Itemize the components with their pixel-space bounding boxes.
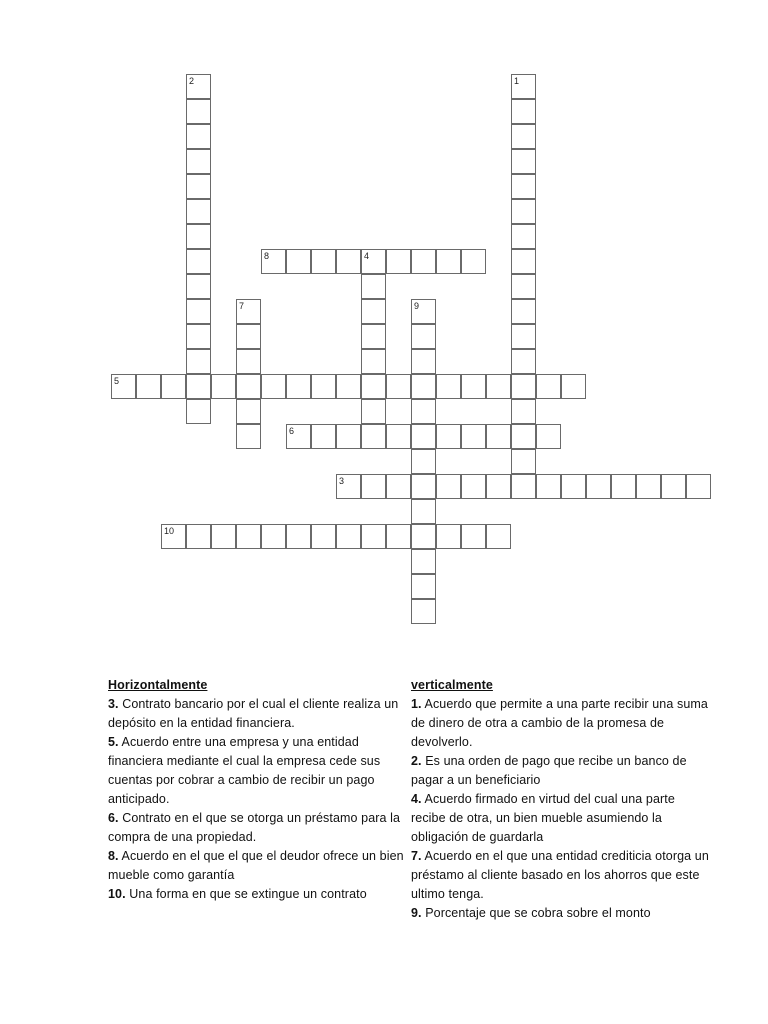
clue-text: Porcentaje que se cobra sobre el monto	[425, 906, 651, 920]
grid-cell[interactable]	[436, 249, 461, 274]
grid-cell[interactable]	[186, 274, 211, 299]
grid-cell[interactable]	[161, 524, 186, 549]
clue-text: Acuerdo firmado en virtud del cual una parte recibe de otra, un bien mueble asumiendo la obligación de guardarla	[411, 792, 675, 844]
grid-cell[interactable]	[336, 374, 361, 399]
clue-number: 6	[289, 426, 295, 436]
clue-number: 3	[339, 476, 345, 486]
grid-cell[interactable]	[461, 524, 486, 549]
grid-cell[interactable]	[536, 474, 561, 499]
grid-cell[interactable]	[186, 249, 211, 274]
grid-cell[interactable]	[536, 374, 561, 399]
grid-cell[interactable]	[361, 524, 386, 549]
down-clue	[411, 695, 709, 752]
grid-cell[interactable]	[511, 299, 536, 324]
grid-cell[interactable]	[411, 574, 436, 599]
grid-cell[interactable]	[261, 249, 286, 274]
clue-num: 4.	[411, 792, 422, 806]
grid-cell[interactable]	[636, 474, 661, 499]
grid-cell[interactable]	[511, 274, 536, 299]
clue-num: 7.	[411, 849, 422, 863]
clue-number: 7	[239, 301, 245, 311]
clue-text: Contrato bancario por el cual el cliente realiza un depósito en la entidad financiera.	[108, 697, 399, 730]
grid-cell[interactable]	[561, 374, 586, 399]
grid-cell[interactable]	[186, 99, 211, 124]
across-clue	[108, 733, 406, 809]
grid-cell[interactable]	[511, 374, 536, 399]
grid-cell[interactable]	[186, 74, 211, 99]
grid-cell[interactable]	[186, 324, 211, 349]
grid-cell[interactable]	[511, 474, 536, 499]
clue-text: Una forma en que se extingue un contrato	[129, 887, 367, 901]
grid-cell[interactable]	[561, 474, 586, 499]
grid-cell[interactable]	[436, 424, 461, 449]
grid-cell[interactable]	[511, 224, 536, 249]
grid-cell[interactable]	[311, 249, 336, 274]
grid-cell[interactable]	[236, 524, 261, 549]
clue-num: 5.	[108, 735, 119, 749]
grid-cell[interactable]	[286, 249, 311, 274]
grid-cell[interactable]	[211, 524, 236, 549]
across-clue	[108, 695, 406, 733]
grid-cell[interactable]	[486, 524, 511, 549]
grid-cell[interactable]	[411, 599, 436, 624]
grid-cell[interactable]	[361, 349, 386, 374]
grid-cell[interactable]	[211, 374, 236, 399]
grid-cell[interactable]	[411, 474, 436, 499]
grid-cell[interactable]	[361, 274, 386, 299]
grid-cell[interactable]	[111, 374, 136, 399]
grid-cell[interactable]	[186, 149, 211, 174]
across-clue-list	[108, 695, 406, 904]
grid-cell[interactable]	[361, 374, 386, 399]
down-clue-list	[411, 695, 709, 923]
grid-cell[interactable]	[436, 474, 461, 499]
grid-cell[interactable]	[386, 524, 411, 549]
grid-cell[interactable]	[186, 199, 211, 224]
clue-number: 4	[364, 251, 370, 261]
grid-cell[interactable]	[661, 474, 686, 499]
grid-cell[interactable]	[286, 374, 311, 399]
grid-cell[interactable]	[186, 374, 211, 399]
grid-cell[interactable]	[411, 324, 436, 349]
across-clues	[108, 676, 406, 904]
across-clue	[108, 885, 406, 904]
grid-cell[interactable]	[511, 149, 536, 174]
grid-cell[interactable]	[386, 249, 411, 274]
grid-cell[interactable]	[486, 474, 511, 499]
grid-cell[interactable]	[336, 424, 361, 449]
grid-cell[interactable]	[411, 299, 436, 324]
across-clue	[108, 809, 406, 847]
grid-cell[interactable]	[186, 399, 211, 424]
clue-num: 10.	[108, 887, 126, 901]
grid-cell[interactable]	[236, 374, 261, 399]
grid-cell[interactable]	[386, 424, 411, 449]
grid-cell[interactable]	[311, 374, 336, 399]
clue-number: 5	[114, 376, 120, 386]
grid-cell[interactable]	[186, 524, 211, 549]
grid-cell[interactable]	[411, 549, 436, 574]
grid-cell[interactable]	[411, 399, 436, 424]
grid-cell[interactable]	[361, 424, 386, 449]
clue-num: 3.	[108, 697, 119, 711]
grid-cell[interactable]	[586, 474, 611, 499]
grid-cell[interactable]	[611, 474, 636, 499]
down-clues	[411, 676, 709, 923]
grid-cell[interactable]	[136, 374, 161, 399]
grid-cell[interactable]	[386, 474, 411, 499]
grid-cell[interactable]	[236, 399, 261, 424]
grid-cell[interactable]	[411, 249, 436, 274]
grid-cell[interactable]	[186, 299, 211, 324]
across-heading: Horizontalmente	[108, 678, 208, 692]
clue-num: 2.	[411, 754, 422, 768]
grid-cell[interactable]	[686, 474, 711, 499]
down-clue	[411, 790, 709, 847]
grid-cell[interactable]	[186, 174, 211, 199]
grid-cell[interactable]	[511, 249, 536, 274]
grid-cell[interactable]	[511, 124, 536, 149]
grid-cell[interactable]	[511, 324, 536, 349]
grid-cell[interactable]	[361, 299, 386, 324]
clue-text: Contrato en el que se otorga un préstamo para la compra de una propiedad.	[108, 811, 401, 844]
grid-cell[interactable]	[461, 474, 486, 499]
grid-cell[interactable]	[411, 449, 436, 474]
clue-text: Acuerdo en el que el que el deudor ofrece un bien mueble como garantía	[108, 849, 404, 882]
grid-cell[interactable]	[511, 199, 536, 224]
grid-cell[interactable]	[361, 324, 386, 349]
grid-cell[interactable]	[236, 299, 261, 324]
grid-cell[interactable]	[311, 424, 336, 449]
grid-cell[interactable]	[436, 374, 461, 399]
down-clue	[411, 904, 709, 923]
grid-cell[interactable]	[286, 424, 311, 449]
grid-cell[interactable]	[511, 74, 536, 99]
grid-cell[interactable]	[486, 374, 511, 399]
grid-cell[interactable]	[511, 399, 536, 424]
clue-number: 10	[164, 526, 175, 536]
grid-cell[interactable]	[461, 374, 486, 399]
grid-cell[interactable]	[461, 249, 486, 274]
clue-number: 9	[414, 301, 420, 311]
clue-number: 1	[514, 76, 520, 86]
clue-text: Acuerdo que permite a una parte recibir una suma de dinero de otra a cambio de la promesa de devolverlo.	[411, 697, 708, 749]
across-clue	[108, 847, 406, 885]
grid-cell[interactable]	[511, 349, 536, 374]
grid-cell[interactable]	[261, 374, 286, 399]
grid-cell[interactable]	[236, 424, 261, 449]
clue-num: 1.	[411, 697, 422, 711]
grid-cell[interactable]	[511, 99, 536, 124]
grid-cell[interactable]	[186, 349, 211, 374]
grid-cell[interactable]	[236, 324, 261, 349]
clue-num: 6.	[108, 811, 119, 825]
grid-cell[interactable]	[361, 249, 386, 274]
down-clue	[411, 752, 709, 790]
clue-number: 8	[264, 251, 270, 261]
grid-cell[interactable]	[361, 474, 386, 499]
grid-cell[interactable]	[311, 524, 336, 549]
grid-cell[interactable]	[386, 374, 411, 399]
down-clue	[411, 847, 709, 904]
down-heading: verticalmente	[411, 678, 493, 692]
grid-cell[interactable]	[411, 499, 436, 524]
clue-text: Acuerdo en el que una entidad crediticia otorga un préstamo al cliente basado en los ahorros que este ultimo tenga.	[411, 849, 709, 901]
clue-text: Es una orden de pago que recibe un banco de pagar a un beneficiario	[411, 754, 687, 787]
grid-cell[interactable]	[511, 174, 536, 199]
grid-cell[interactable]	[261, 524, 286, 549]
grid-cell[interactable]	[411, 424, 436, 449]
grid-cell[interactable]	[161, 374, 186, 399]
grid-cell[interactable]	[511, 424, 536, 449]
grid-cell[interactable]	[336, 249, 361, 274]
grid-cell[interactable]	[511, 449, 536, 474]
grid-cell[interactable]	[361, 399, 386, 424]
clue-text: Acuerdo entre una empresa y una entidad financiera mediante el cual la empresa cede sus cuentas por cobrar a cambio de recibir un pago anticipado.	[108, 735, 381, 806]
grid-cell[interactable]	[411, 524, 436, 549]
grid-cell[interactable]	[336, 474, 361, 499]
grid-cell[interactable]	[411, 349, 436, 374]
grid-cell[interactable]	[486, 424, 511, 449]
grid-cell[interactable]	[436, 524, 461, 549]
grid-cell[interactable]	[186, 224, 211, 249]
grid-cell[interactable]	[236, 349, 261, 374]
clue-num: 9.	[411, 906, 422, 920]
grid-cell[interactable]	[336, 524, 361, 549]
grid-cell[interactable]	[461, 424, 486, 449]
clue-num: 8.	[108, 849, 119, 863]
grid-cell[interactable]	[411, 374, 436, 399]
grid-cell[interactable]	[536, 424, 561, 449]
grid-cell[interactable]	[186, 124, 211, 149]
clue-number: 2	[189, 76, 195, 86]
grid-cell[interactable]	[286, 524, 311, 549]
